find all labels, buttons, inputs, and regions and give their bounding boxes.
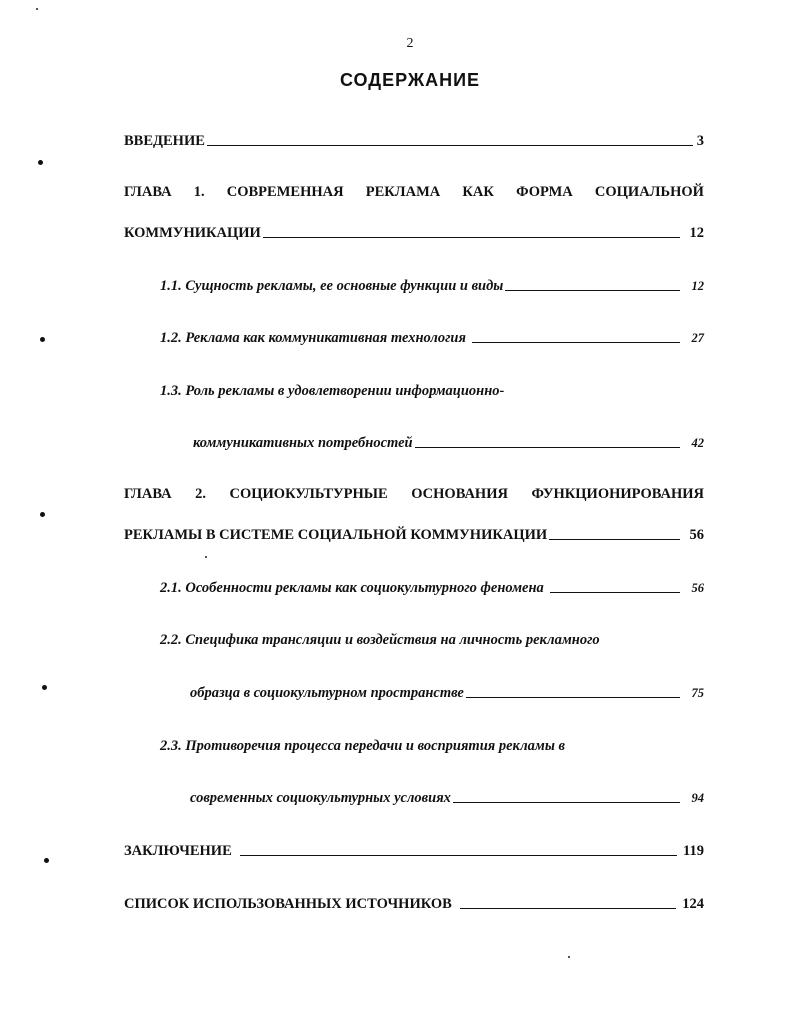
toc-label: образца в социокультурном пространстве [190,685,464,701]
toc-label: коммуникативных потребностей [193,435,413,451]
word: ФОРМА [516,184,573,200]
page-number: 2 [406,36,414,51]
margin-dot [44,858,49,863]
scan-speck [36,8,38,10]
toc-section-1-3-line1[interactable]: 1.3. Роль рекламы в удовлетворении информационно- [160,383,505,399]
toc-label: 1.1. Сущность рекламы, ее основные функции и виды [160,278,504,294]
toc-section-2-2-line1[interactable]: 2.2. Специфика трансляции и воздействия на личность рекламного [160,632,600,648]
leader-line [460,908,676,909]
toc-chapter-1-line1[interactable] [124,184,704,201]
toc-section-1-2[interactable] [160,330,704,347]
leader-line [466,697,680,698]
toc-section-2-1[interactable] [160,580,704,597]
toc-entry-conclusion[interactable] [124,843,704,860]
toc-entry-sources[interactable] [124,896,704,913]
margin-dot [42,685,47,690]
toc-label: РЕКЛАМЫ В СИСТЕМЕ СОЦИАЛЬНОЙ КОММУНИКАЦИИ [124,527,548,543]
leader-line [240,855,677,856]
word: РЕКЛАМА [365,184,441,200]
margin-dot [38,160,43,165]
toc-page: 3 [696,133,704,149]
toc-label: СПИСОК ИСПОЛЬЗОВАННЫХ ИСТОЧНИКОВ [124,896,452,912]
toc-page: 56 [689,527,704,543]
toc-chapter-2-line2[interactable] [124,527,704,544]
leader-line [453,802,680,803]
word: СОЦИОКУЛЬТУРНЫЕ [229,486,388,502]
toc-section-1-3-line2[interactable] [193,435,704,452]
toc-page: 94 [691,791,704,805]
toc-page: 12 [691,279,704,293]
toc-label: КОММУНИКАЦИИ [124,225,261,241]
toc-label: современных социокультурных условиях [190,790,451,806]
word: ОСНОВАНИЯ [411,486,508,502]
toc-section-2-3-line1[interactable]: 2.3. Противоречия процесса передачи и восприятия рекламы в [160,738,565,754]
toc-page: 124 [682,896,704,912]
margin-dot [40,512,45,517]
toc-page: 119 [683,843,704,859]
margin-dot [40,337,45,342]
toc-label: ЗАКЛЮЧЕНИЕ [124,843,232,859]
word: КАК [462,184,494,200]
toc-page: 27 [691,331,704,345]
leader-line [415,447,680,448]
page-title: СОДЕРЖАНИЕ [339,70,481,90]
toc-section-1-1[interactable] [160,278,704,295]
word: ФУНКЦИОНИРОВАНИЯ [531,486,704,502]
word: ГЛАВА [124,184,172,200]
leader-line [472,342,680,343]
toc-section-2-2-line2[interactable] [190,685,704,702]
leader-line [263,237,680,238]
toc-page: 56 [691,581,704,595]
leader-line [207,145,693,146]
toc-label: 1.2. Реклама как коммуникативная технология [160,330,466,346]
word: 2. [195,486,206,502]
scan-speck [568,956,570,958]
leader-line [549,539,679,540]
scan-speck [205,556,207,558]
word: ГЛАВА [124,486,172,502]
toc-chapter-2-line1[interactable] [124,486,704,503]
toc-section-2-3-line2[interactable] [190,790,704,807]
toc-chapter-1-line2[interactable] [124,225,704,242]
toc-page: 75 [691,686,704,700]
toc-label: 2.1. Особенности рекламы как социокультурного феномена [160,580,544,596]
word: 1. [193,184,205,200]
toc-entry-intro[interactable] [124,133,704,150]
leader-line [550,592,680,593]
word: СОЦИАЛЬНОЙ [594,184,704,200]
leader-line [505,290,679,291]
word: СОВРЕМЕННАЯ [226,184,344,200]
toc-page: 42 [691,436,704,450]
toc-label: ВВЕДЕНИЕ [124,133,205,149]
toc-page: 12 [689,225,704,241]
